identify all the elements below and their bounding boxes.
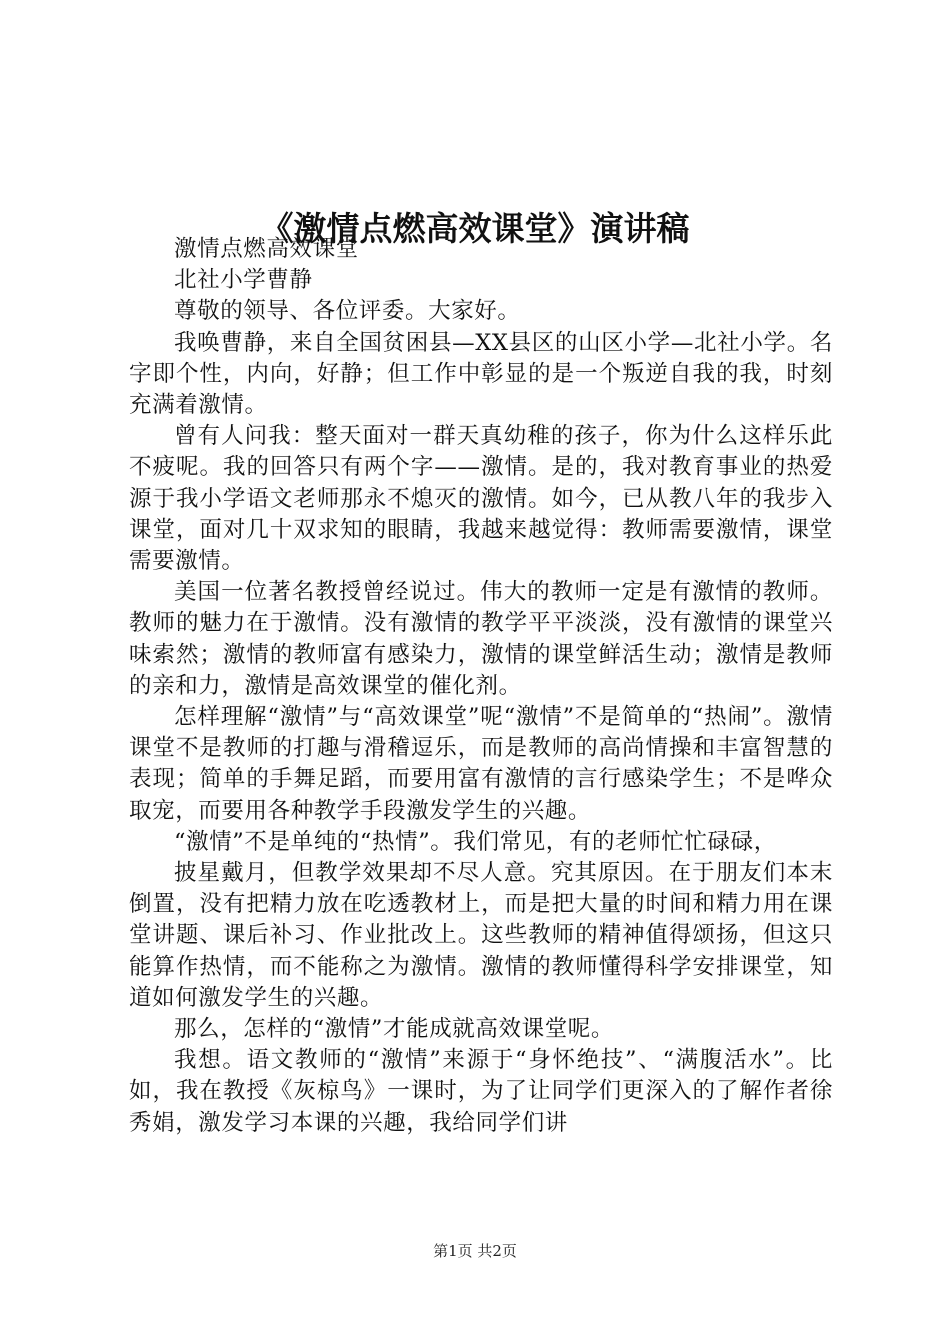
document-title: 《激情点燃高效课堂》演讲稿 [260,209,690,249]
paragraph: “激情”不是单纯的“热情”。我们常见，有的老师忙忙碌碌， [174,828,777,855]
paragraph: 尊敬的领导、各位评委。大家好。 [174,298,521,325]
paragraph: 激情点燃高效课堂 [174,236,359,262]
paragraph: 我想。语文教师的“激情”来源于“身怀绝技”、“满腹活水”。比如，我在教授《灰椋鸟》一课时，为了让同学们更深入的了解作者徐秀娟，激发学习本课的兴趣，我给同学们讲 [129,1047,833,1136]
paragraph: 北社小学曹静 [174,267,313,294]
paragraph: 我唤曹静，来自全国贫困县—XX县区的山区小学—北社小学。名字即个性，内向，好静；但工作中彰显的是一个叛逆自我的我，时刻充满着激情。 [129,329,833,419]
paragraph: 披星戴月，但教学效果却不尽人意。究其原因。在于朋友们本末倒置，没有把精力放在吃透教材上，而是把大量的时间和精力用在课堂讲题、课后补习、作业批改上。这些教师的精神值得颂扬，但这只能算作热情，而不能称之为激情。激情的教师懂得科学安排课堂，知道如何激发学生的兴趣。 [129,860,833,1011]
paragraph: 怎样理解“激情”与“高效课堂”呢“激情”不是简单的“热闹”。激情课堂不是教师的打趣与滑稽逗乐，而是教师的高尚情操和丰富智慧的表现；简单的手舞足蹈，而要用富有激情的言行感染学生；不是哗众取宠，而要用各种教学手段激发学生的兴趣。 [129,704,833,824]
paragraph: 曾有人问我：整天面对一群天真幼稚的孩子，你为什么这样乐此不疲呢。我的回答只有两个字——激情。是的，我对教育事业的热爱源于我小学语文老师那永不熄灭的激情。如今，已从教八年的我步入课堂，面对几十双求知的眼睛，我越来越觉得：教师需要激情，课堂需要激情。 [129,423,833,575]
paragraph: 那么，怎样的“激情”才能成就高效课堂呢。 [174,1016,615,1043]
document-body [129,234,833,1139]
paragraph: 美国一位著名教授曾经说过。伟大的教师一定是有激情的教师。教师的魅力在于激情。没有激情的教学平平淡淡，没有激情的课堂兴味索然；激情的教师富有感染力，激情的课堂鲜活生动；激情是教师的亲和力，激情是高效课堂的催化剂。 [129,579,833,699]
page-number-footer: 第1页 共2页 [433,1242,517,1260]
